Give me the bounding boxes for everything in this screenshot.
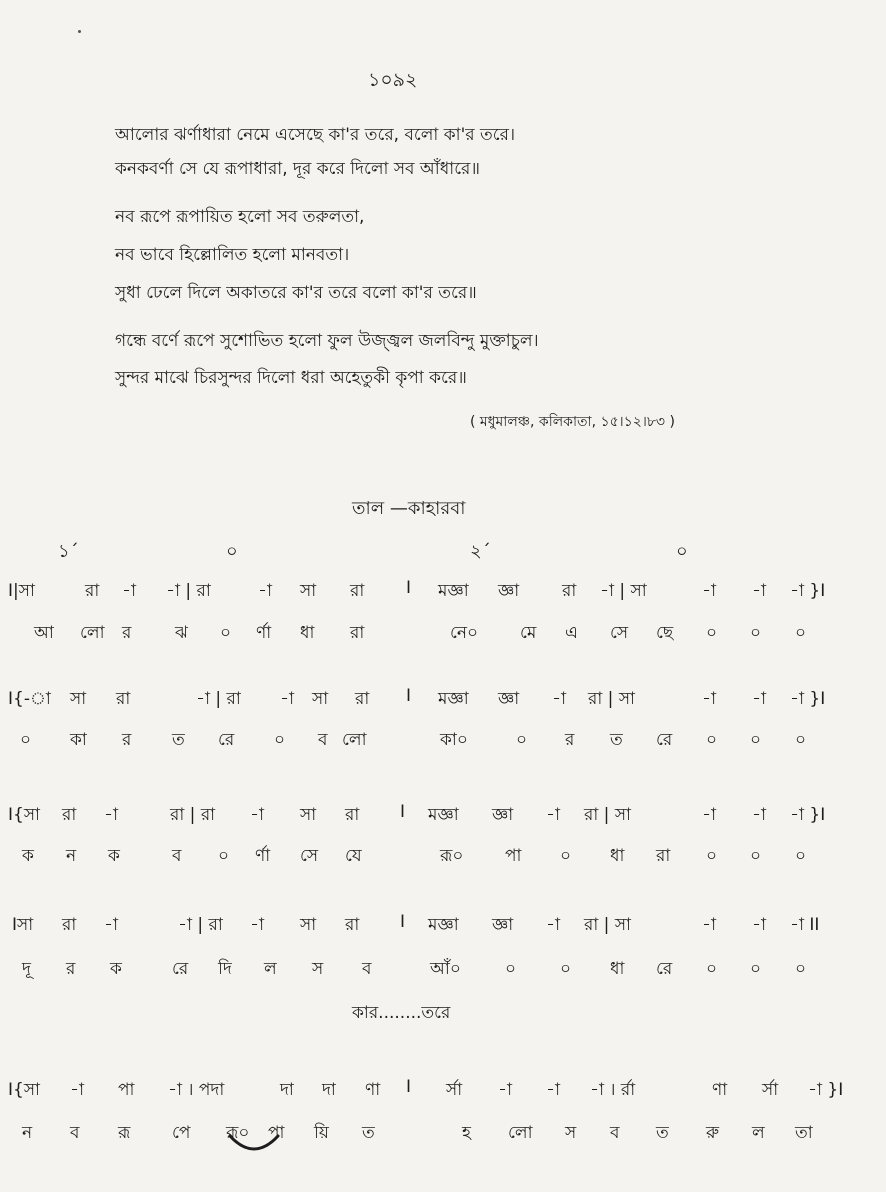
swara-cell: -া bbox=[552, 689, 566, 709]
swara-cell: ণা bbox=[712, 1080, 728, 1100]
swara-cell: -া bbox=[104, 805, 118, 825]
lyric-cell: ০ bbox=[274, 730, 286, 750]
lyric-cell: ক bbox=[22, 846, 34, 866]
poem-line: সুন্দর মাঝে চিরসুন্দর দিলো ধরা অহেতুকী কৃপা করে॥ bbox=[115, 368, 467, 388]
lyric-cell: ০ bbox=[795, 730, 807, 750]
swara-cell: -া II bbox=[790, 915, 820, 935]
swara-cell: জ্ঞা bbox=[498, 689, 520, 709]
lyric-cell: ধা bbox=[610, 846, 625, 866]
swara-cell: -া | রা bbox=[196, 689, 241, 709]
lyric-row bbox=[0, 727, 886, 757]
swara-cell: মজ্ঞা bbox=[428, 805, 459, 825]
swara-cell: -া | রা bbox=[166, 581, 211, 601]
swara-cell: রা bbox=[350, 581, 365, 601]
lyric-cell: ত bbox=[610, 730, 623, 750]
swara-cell: -া bbox=[104, 915, 118, 935]
beat-marker: ০ bbox=[676, 541, 688, 562]
lyric-cell: রা bbox=[350, 623, 365, 643]
lyric-cell: ত bbox=[362, 1123, 375, 1143]
poem-line: সুধা ঢেলে দিলে অকাতরে কা'র তরে বলো কা'র তরে॥ bbox=[115, 283, 477, 303]
lyric-cell: ল bbox=[264, 959, 277, 979]
lyric-cell: ব bbox=[610, 1123, 620, 1143]
swara-cell: মজ্ঞা bbox=[438, 689, 469, 709]
swara-cell: Iসা bbox=[12, 915, 34, 935]
lyric-cell: ০ bbox=[750, 959, 762, 979]
swara-cell: রা | রা bbox=[170, 805, 216, 825]
lyric-cell: ০ bbox=[750, 846, 762, 866]
swara-cell: রা bbox=[345, 805, 360, 825]
lyric-cell: ধা bbox=[300, 623, 315, 643]
poem-line: নব ভাবে হিল্লোলিত হলো মানবতা। bbox=[115, 245, 350, 265]
lyric-cell: ব bbox=[318, 730, 328, 750]
lyric-cell: ব bbox=[172, 846, 182, 866]
swara-cell: সা bbox=[312, 689, 329, 709]
lyric-cell: র bbox=[122, 730, 132, 750]
swara-cell: -া bbox=[702, 689, 716, 709]
lyric-cell: রে bbox=[656, 959, 673, 979]
lyric-cell: রূ০ bbox=[440, 846, 464, 866]
lyric-cell: ০ bbox=[560, 846, 572, 866]
lyric-cell: র bbox=[122, 623, 132, 643]
swara-cell: সা bbox=[300, 915, 317, 935]
lyric-cell: আ bbox=[34, 623, 54, 643]
lyric-cell: ধা bbox=[610, 959, 625, 979]
swara-cell: জ্ঞা bbox=[498, 581, 520, 601]
lyric-cell: র bbox=[565, 730, 575, 750]
swara-row bbox=[0, 686, 886, 716]
source-citation: ( মধুমালঞ্চ, কলিকাতা, ১৫।১২।৮৩ ) bbox=[470, 414, 675, 430]
lyric-cell: ০ bbox=[795, 623, 807, 643]
lyric-cell: লো bbox=[342, 730, 367, 750]
lyric-cell: লো bbox=[80, 623, 105, 643]
swara-cell: জ্ঞা bbox=[492, 915, 514, 935]
swara-cell: I bbox=[406, 578, 412, 598]
lyric-cell: ০ bbox=[706, 623, 718, 643]
swara-cell: -া bbox=[122, 581, 136, 601]
lyric-cell: ত bbox=[656, 1123, 669, 1143]
swara-cell: সা bbox=[70, 689, 87, 709]
lyric-cell: র্ণা bbox=[255, 846, 271, 866]
swara-cell: -া bbox=[752, 689, 766, 709]
swara-cell: পা bbox=[118, 1080, 135, 1100]
tala-title: তাল —কাহারবা bbox=[352, 498, 466, 519]
lyric-cell: মে bbox=[520, 623, 537, 643]
page-number: ১০৯২ bbox=[368, 69, 418, 91]
swara-cell: সা bbox=[300, 805, 317, 825]
swara-cell: -া । র্রা bbox=[590, 1080, 636, 1100]
lyric-cell: ছে bbox=[656, 623, 674, 643]
lyric-row bbox=[0, 620, 886, 650]
lyric-cell: রূ bbox=[118, 1123, 131, 1143]
swara-cell: I bbox=[406, 1077, 412, 1097]
lyric-cell: রে bbox=[218, 730, 235, 750]
lyric-cell: ০ bbox=[750, 730, 762, 750]
lyric-cell: ০ bbox=[20, 730, 32, 750]
swara-cell: রা | সা bbox=[588, 689, 635, 709]
swara-cell: -া }I bbox=[790, 581, 826, 601]
swara-cell: -া bbox=[702, 805, 716, 825]
swara-cell: রা bbox=[562, 581, 577, 601]
swara-cell: -া | সা bbox=[600, 581, 647, 601]
paper-speck bbox=[78, 30, 81, 33]
swara-cell: রা bbox=[85, 581, 100, 601]
lyric-cell: রু bbox=[706, 1123, 720, 1143]
lyric-row bbox=[0, 1120, 886, 1150]
lyric-cell: দি bbox=[218, 959, 232, 979]
poem-line: গন্ধে বর্ণে রূপে সুশোভিত হলো ফুল উজ্জ্বল জলবিন্দু মুক্তাচুল। bbox=[115, 331, 539, 351]
lyric-cell: পা bbox=[505, 846, 522, 866]
lyric-cell: নে০ bbox=[450, 623, 479, 643]
swara-cell: I|সা bbox=[8, 581, 35, 601]
lyric-cell: হ bbox=[462, 1123, 471, 1143]
lyric-cell: ০ bbox=[750, 623, 762, 643]
swara-cell: -া bbox=[258, 581, 272, 601]
lyric-cell: তা bbox=[795, 1123, 813, 1143]
swara-cell: -া bbox=[70, 1080, 84, 1100]
lyric-cell: য়ি bbox=[314, 1123, 329, 1143]
lyric-cell: পে bbox=[172, 1123, 191, 1143]
beat-marker: ০ bbox=[226, 541, 238, 562]
lyric-cell: ০ bbox=[795, 959, 807, 979]
swara-cell: -া bbox=[752, 915, 766, 935]
swara-cell: -া bbox=[280, 689, 294, 709]
swara-cell: মজ্ঞা bbox=[438, 581, 469, 601]
lyric-cell: রা bbox=[656, 846, 671, 866]
swara-cell: -া }I bbox=[808, 1080, 844, 1100]
lyric-cell: র্ণা bbox=[256, 623, 272, 643]
swara-cell: রা bbox=[62, 915, 77, 935]
swara-cell: -া bbox=[546, 805, 560, 825]
lyric-cell: ঝ bbox=[175, 623, 188, 643]
swara-cell: I{সা bbox=[8, 805, 40, 825]
swara-cell: -া । পদা bbox=[168, 1080, 225, 1100]
lyric-cell: ন bbox=[22, 1123, 33, 1143]
refrain-cue: কার........তরে bbox=[352, 1003, 451, 1023]
lyric-cell: রে bbox=[172, 959, 189, 979]
lyric-cell: এ bbox=[565, 623, 578, 643]
swara-cell: দা bbox=[280, 1080, 294, 1100]
swara-cell: -া bbox=[250, 915, 264, 935]
swara-cell: -া }I bbox=[790, 805, 826, 825]
lyric-cell: রূ০ bbox=[226, 1123, 250, 1143]
swara-cell: I{-া bbox=[8, 689, 51, 709]
swara-row bbox=[0, 912, 886, 942]
swara-cell: রা | সা bbox=[584, 915, 631, 935]
lyric-row bbox=[0, 843, 886, 873]
swara-cell: র্সা bbox=[762, 1080, 779, 1100]
swara-cell: ণা bbox=[365, 1080, 381, 1100]
swara-cell: দা bbox=[322, 1080, 336, 1100]
swara-cell: I bbox=[400, 802, 406, 822]
swara-cell: রা bbox=[345, 915, 360, 935]
swara-cell: র্সা bbox=[446, 1080, 463, 1100]
lyric-cell: লো bbox=[508, 1123, 533, 1143]
swara-cell: -া }I bbox=[790, 689, 826, 709]
swara-cell: জ্ঞা bbox=[492, 805, 514, 825]
swara-cell: I bbox=[400, 912, 406, 932]
swara-cell: -া bbox=[702, 581, 716, 601]
lyric-cell: ০ bbox=[795, 846, 807, 866]
lyric-cell: ল bbox=[752, 1123, 765, 1143]
lyric-cell: কা০ bbox=[440, 730, 468, 750]
lyric-cell: ক bbox=[108, 846, 120, 866]
lyric-cell: কা bbox=[70, 730, 87, 750]
lyric-cell: আঁ০ bbox=[430, 959, 461, 979]
swara-cell: -া bbox=[752, 581, 766, 601]
lyric-cell: ০ bbox=[220, 623, 232, 643]
swara-cell: -া | রা bbox=[178, 915, 223, 935]
lyric-cell: ০ bbox=[218, 846, 230, 866]
swara-cell: রা bbox=[62, 805, 77, 825]
beat-marker: ২´ bbox=[470, 541, 491, 562]
swara-cell: I bbox=[406, 686, 412, 706]
swara-cell: -া bbox=[250, 805, 264, 825]
swara-cell: রা bbox=[355, 689, 370, 709]
lyric-cell: ০ bbox=[706, 730, 718, 750]
lyric-cell: রে bbox=[656, 730, 673, 750]
swara-row bbox=[0, 578, 886, 608]
lyric-cell: ০ bbox=[516, 730, 528, 750]
swara-cell: রা | সা bbox=[584, 805, 631, 825]
swara-row bbox=[0, 802, 886, 832]
lyric-cell: স bbox=[312, 959, 324, 979]
swara-cell: I{সা bbox=[8, 1080, 40, 1100]
slur-mark bbox=[226, 1132, 282, 1160]
lyric-cell: স bbox=[565, 1123, 577, 1143]
swara-cell: -া bbox=[752, 805, 766, 825]
lyric-cell: সে bbox=[300, 846, 319, 866]
lyric-cell: ০ bbox=[505, 959, 517, 979]
lyric-cell: পা bbox=[268, 1123, 285, 1143]
swara-cell: মজ্ঞা bbox=[428, 915, 459, 935]
lyric-cell: র bbox=[66, 959, 76, 979]
lyric-cell: ত bbox=[172, 730, 185, 750]
lyric-cell: ব bbox=[70, 1123, 80, 1143]
lyric-cell: যে bbox=[345, 846, 362, 866]
swara-cell: সা bbox=[300, 581, 317, 601]
lyric-cell: ০ bbox=[560, 959, 572, 979]
poem-line: কনকবর্ণা সে যে রূপাধারা, দূর করে দিলো সব আঁধারে॥ bbox=[115, 159, 481, 179]
lyric-cell: ক bbox=[110, 959, 122, 979]
lyric-row bbox=[0, 956, 886, 986]
swara-cell: -া bbox=[546, 1080, 560, 1100]
lyric-cell: সে bbox=[610, 623, 629, 643]
lyric-cell: দূ bbox=[22, 959, 31, 979]
lyric-cell: ০ bbox=[706, 959, 718, 979]
beat-marker: ১´ bbox=[58, 541, 79, 562]
swara-cell: -া bbox=[702, 915, 716, 935]
swara-cell: -া bbox=[498, 1080, 512, 1100]
lyric-cell: ন bbox=[66, 846, 77, 866]
swara-cell: রা bbox=[116, 689, 131, 709]
swara-row bbox=[0, 1077, 886, 1107]
lyric-cell: ০ bbox=[706, 846, 718, 866]
swara-cell: -া bbox=[546, 915, 560, 935]
poem-line: আলোর ঝর্ণাধারা নেমে এসেছে কা'র তরে, বলো কা'র তরে। bbox=[115, 125, 516, 145]
poem-line: নব রূপে রূপায়িত হলো সব তরুলতা, bbox=[115, 207, 365, 227]
lyric-cell: ব bbox=[362, 959, 372, 979]
